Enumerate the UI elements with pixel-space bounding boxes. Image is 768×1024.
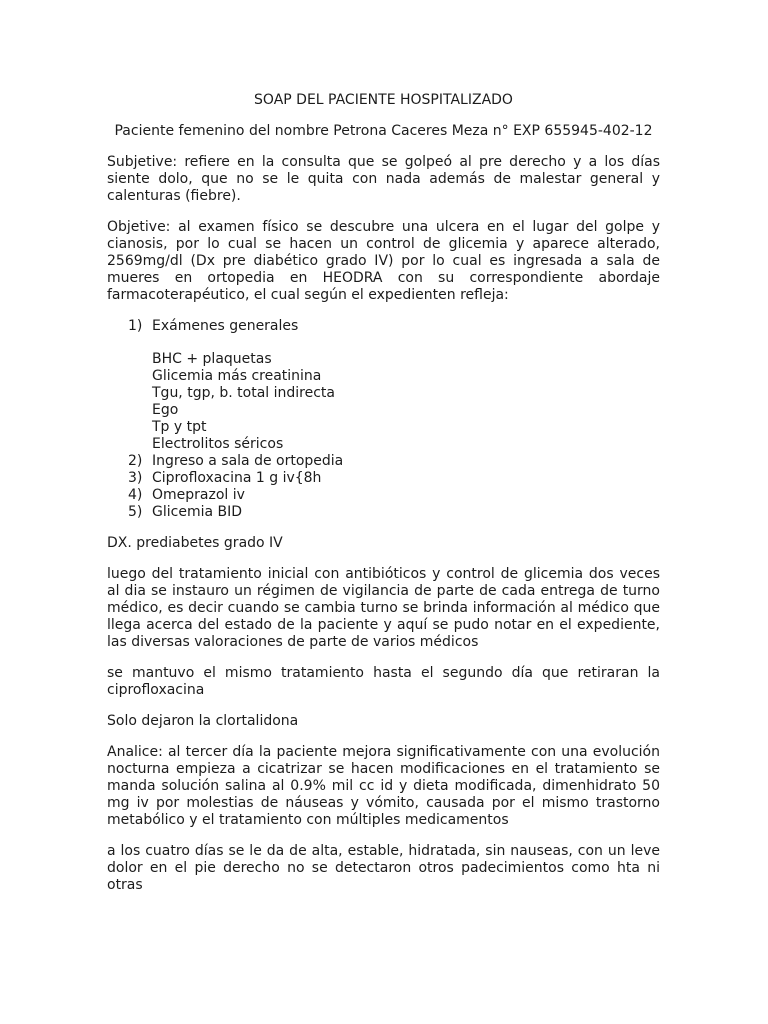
list-item bbox=[107, 504, 660, 521]
remaining-medication-line: Solo dejaron la clortalidona bbox=[107, 713, 299, 729]
discharge-paragraph: a los cuatro días se le da de alta, estable, hidratada, sin nauseas, con un leve dolor en el pie derecho no se detectaron otros padecimientos como hta ni otras bbox=[107, 843, 660, 893]
list-item bbox=[107, 470, 660, 487]
document-body bbox=[107, 92, 660, 908]
diagnosis-line: DX. prediabetes grado IV bbox=[107, 535, 283, 551]
exam-item: Ego bbox=[152, 402, 179, 418]
list-item-text: Omeprazol iv bbox=[152, 487, 245, 503]
exam-item: Tgu, tgp, b. total indirecta bbox=[152, 385, 335, 401]
list-item bbox=[107, 487, 660, 504]
patient-line: Paciente femenino del nombre Petrona Caceres Meza n° EXP 655945-402-12 bbox=[114, 123, 653, 139]
list-item bbox=[107, 318, 660, 453]
subjetive-paragraph: Subjetive: refiere en la consulta que se golpeó al pre derecho y a los días siente dolo, que no se le quita con nada además de malestar general y calenturas (fiebre). bbox=[107, 154, 660, 204]
treatment-list bbox=[107, 318, 660, 521]
analice-paragraph: Analice: al tercer día la paciente mejora significativamente con una evolución nocturna empieza a cicatrizar se hacen modificaciones en el tratamiento se manda solución salina al 0.9% mil cc id y dieta modificada, dimenhidrato 50 mg iv por molestias de náuseas y vómito, causada por el mismo trastorno metabólico y el tratamiento con múltiples medicamentos bbox=[107, 744, 660, 828]
exams-sublist bbox=[152, 351, 660, 453]
list-number: 5) bbox=[128, 504, 143, 520]
list-item-text: Glicemia BID bbox=[152, 504, 243, 520]
maintained-treatment-paragraph: se mantuvo el mismo tratamiento hasta el segundo día que retiraran la ciprofloxacina bbox=[107, 665, 660, 698]
list-item bbox=[107, 453, 660, 470]
list-number: 1) bbox=[128, 318, 143, 334]
list-item-text: Ingreso a sala de ortopedia bbox=[152, 453, 344, 469]
list-number: 4) bbox=[128, 487, 143, 503]
exam-item: BHC + plaquetas bbox=[152, 351, 272, 367]
treatment-paragraph: luego del tratamiento inicial con antibióticos y control de glicemia dos veces al dia se instauro un régimen de vigilancia de parte de cada entrega de turno médico, es decir cuando se cambia turno se brinda información al médico que llega acerca del estado de la paciente y aquí se pudo notar en el expediente, las diversas valoraciones de parte de varios médicos bbox=[107, 566, 660, 650]
list-item-text: Ciprofloxacina 1 g iv{8h bbox=[152, 470, 322, 486]
exam-item: Glicemia más creatinina bbox=[152, 368, 322, 384]
exam-item: Tp y tpt bbox=[152, 419, 207, 435]
list-item-text: Exámenes generales bbox=[152, 318, 299, 334]
document-title: SOAP DEL PACIENTE HOSPITALIZADO bbox=[254, 92, 513, 108]
objetive-paragraph: Objetive: al examen físico se descubre una ulcera en el lugar del golpe y cianosis, por lo cual se hacen un control de glicemia y aparece alterado, 2569mg/dl (Dx pre diabético grado IV) por lo cual es ingresada a sala de mueres en ortopedia en HEODRA con su correspondiente abordaje farmacoterapéutico, el cual según el expedienten refleja: bbox=[107, 219, 660, 303]
list-number: 2) bbox=[128, 453, 143, 469]
list-number: 3) bbox=[128, 470, 143, 486]
exam-item: Electrolitos séricos bbox=[152, 436, 284, 452]
